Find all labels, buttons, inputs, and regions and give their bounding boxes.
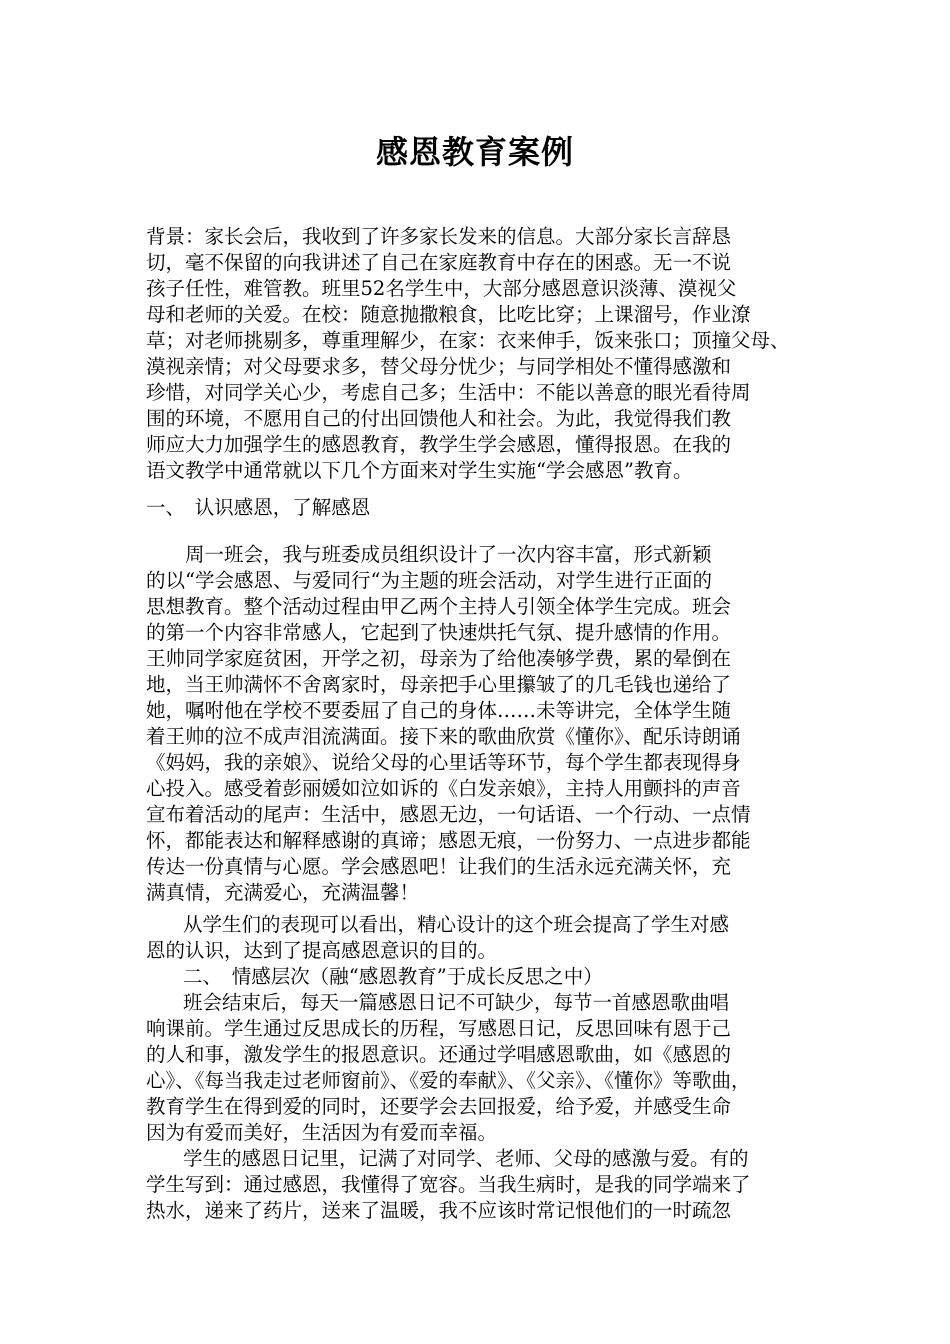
text-line: 心》、《每当我走过老师窗前》、《爱的奉献》、《父亲》、《懂你》等歌曲，	[146, 1069, 751, 1092]
text-line: 王帅同学家庭贫困，开学之初，母亲为了给他凑够学费，累的晕倒在	[146, 647, 732, 670]
text-line: 满真情，充满爱心，充满温馨！	[146, 881, 420, 904]
text-line: 因为有爱而美好，生活因为有爱而幸福。	[146, 1121, 498, 1144]
text-line: 切，毫不保留的向我讲述了自己在家庭教育中存在的困惑。无一不说	[146, 251, 732, 274]
text-line: 语文教学中通常就以下几个方面来对学生实施“学会感恩”教育。	[146, 459, 693, 482]
text-line: 围的环境，不愿用自己的付出回馈他人和社会。为此，我觉得我们教	[146, 407, 732, 430]
text-line: 传达一份真情与心愿。学会感恩吧！让我们的生活永远充满关怀，充	[146, 855, 732, 878]
text-line: 心投入。感受着彭丽媛如泣如诉的《白发亲娘》，主持人用颤抖的声音	[146, 777, 741, 800]
section-heading-text: 一、 认识感恩，了解感恩	[146, 496, 371, 519]
page-title: 感恩教育案例	[375, 133, 574, 171]
text-line: 从学生们的表现可以看出，精心设计的这个班会提高了学生对感	[183, 913, 730, 936]
diary-paragraph	[146, 1146, 810, 1224]
text-line: 恩的认识，达到了提高感恩意识的目的。	[146, 939, 498, 962]
summary-paragraph	[146, 912, 810, 964]
text-line: 《妈妈，我的亲娘》、说给父母的心里话等环节，每个学生都表现得身	[146, 751, 741, 774]
text-line: 宣布着活动的尾声：生活中，感恩无边，一句话语、一个行动、一点情	[146, 803, 751, 826]
section1-paragraph	[146, 542, 810, 906]
text-line: 的第一个内容非常感人，它起到了快速烘托气氛、提升感情的作用。	[146, 621, 732, 644]
text-line: 草；对老师挑剔多，尊重理解少，在家：衣来伸手，饭来张口；顶撞父母、	[146, 329, 790, 352]
text-line: 母和老师的关爱。在校：随意抛撒粮食，比吃比穿；上课溜号，作业潦	[146, 303, 751, 326]
text-line: 背景：家长会后，我收到了许多家长发来的信息。大部分家长言辞恳	[146, 225, 732, 248]
text-line: 着王帅的泣不成声泪流满面。接下来的歌曲欣赏《懂你》、配乐诗朗诵	[146, 725, 741, 748]
text-line: 孩子任性，难管教。班里52名学生中，大部分感恩意识淡薄、漠视父	[146, 277, 737, 300]
section-heading-2	[146, 964, 810, 990]
text-line: 的人和事，激发学生的报恩意识。还通过学唱感恩歌曲，如《感恩的	[146, 1043, 732, 1066]
section2-paragraph	[146, 990, 810, 1146]
text-line: 珍惜，对同学关心少，考虑自己多；生活中：不能以善意的眼光看待周	[146, 381, 751, 404]
text-line: 的以“学会感恩、与爱同行“为主题的班会活动，对学生进行正面的	[146, 569, 712, 592]
text-line: 怀，都能表达和解释感谢的真谛；感恩无痕，一份努力、一点进步都能	[146, 829, 751, 852]
text-line: 周一班会，我与班委成员组织设计了一次内容丰富，形式新颖	[185, 543, 712, 566]
text-line: 师应大力加强学生的感恩教育，教学生学会感恩，懂得报恩。在我的	[146, 433, 732, 456]
background-paragraph	[146, 224, 810, 484]
text-line: 班会结束后，每天一篇感恩日记不可缺少，每节一首感恩歌曲唱	[183, 991, 730, 1014]
text-line: 响课前。学生通过反思成长的历程，写感恩日记，反思回味有恩于己	[146, 1017, 732, 1040]
text-line: 她，嘱咐他在学校不要委屈了自己的身体……未等讲完，全体学生随	[146, 699, 732, 722]
text-line: 思想教育。整个活动过程由甲乙两个主持人引领全体学生完成。班会	[146, 595, 732, 618]
text-line: 学生写到：通过感恩，我懂得了宽容。当我生病时，是我的同学端来了	[146, 1173, 751, 1196]
text-line: 热水，递来了药片，送来了温暖，我不应该时常记恨他们的一时疏忽	[146, 1199, 732, 1222]
text-line: 地，当王帅满怀不舍离家时，母亲把手心里攥皱了的几毛钱也递给了	[146, 673, 732, 696]
text-line: 学生的感恩日记里，记满了对同学、老师、父母的感激与爱。有的	[183, 1147, 749, 1170]
text-line: 教育学生在得到爱的同时，还要学会去回报爱，给予爱，并感受生命	[146, 1095, 732, 1118]
section-heading-1	[146, 495, 810, 521]
section-heading-text: 二、 情感层次（融“感恩教育”于成长反思之中）	[183, 965, 603, 988]
text-line: 漠视亲情；对父母要求多，替父母分忧少；与同学相处不懂得感激和	[146, 355, 732, 378]
